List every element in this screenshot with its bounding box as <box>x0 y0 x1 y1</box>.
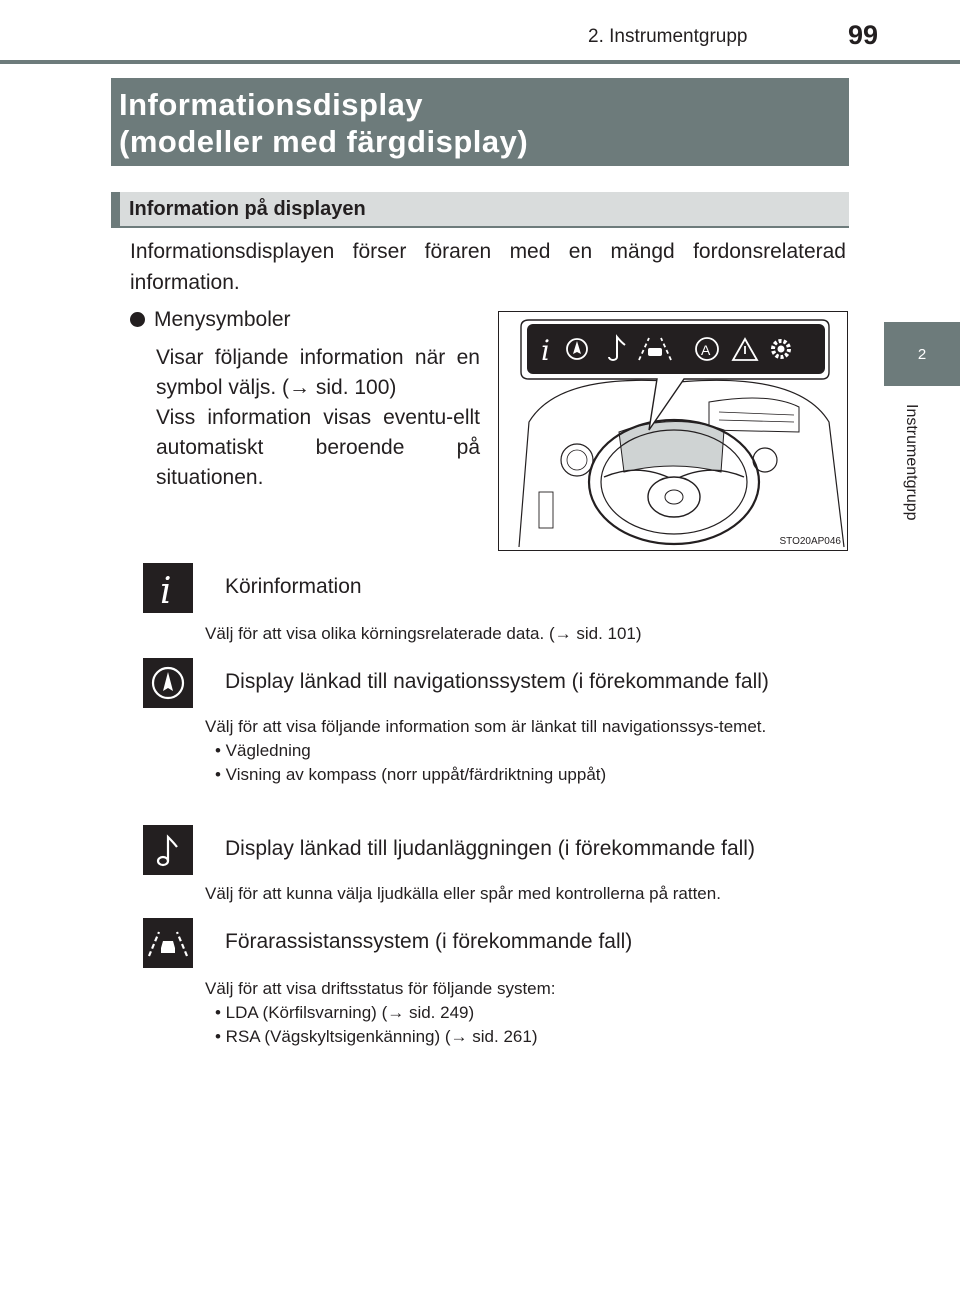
item-desc-audio: Välj för att kunna välja ljudkälla eller spår med kontrollerna på ratten. <box>205 884 721 903</box>
item-desc-driver-assist <box>205 977 845 1049</box>
section-title-line2: (modeller med färgdisplay) <box>119 124 529 159</box>
dashboard-illustration <box>498 311 848 551</box>
intro-paragraph: Informationsdisplayen förser föraren med en mängd fordonsrelaterad information. <box>130 240 846 294</box>
bullet-text-2: Viss information visas eventu-ellt automatiskt beroende på situationen. <box>156 406 480 489</box>
section-title-line1: Informationsdisplay <box>119 87 424 122</box>
list-item: • LDA (Körfilsvarning) (→ sid. 249) <box>215 1003 475 1022</box>
item-desc-driver-assist-text: Välj för att visa driftsstatus för följande system: <box>205 979 556 998</box>
driver-assist-icon <box>143 918 193 968</box>
item-title-driving-info: Körinformation <box>225 575 362 598</box>
svg-text:A: A <box>701 342 711 358</box>
header-rule <box>0 60 960 64</box>
item-title-driver-assist: Förarassistanssystem (i förekommande fall) <box>225 930 633 953</box>
bullet-label: Menysymboler <box>154 308 291 331</box>
item-title-navigation: Display länkad till navigationssystem (i förekommande fall) <box>225 670 769 693</box>
list-item: • Vägledning <box>215 741 311 760</box>
subheading-text: Information på displayen <box>129 198 366 220</box>
bullet-text-1: Visar följande information när en symbol väljs. (→ sid. 100) <box>156 346 480 399</box>
bullet-heading <box>130 308 291 332</box>
item-desc-navigation-text: Välj för att visa följande information som är länkat till navigationssys-temet. <box>205 717 767 736</box>
chapter-number: 2 <box>917 345 927 363</box>
subheading <box>111 192 849 228</box>
info-i-icon <box>143 563 193 613</box>
chapter-label: Instrumentgrupp <box>903 404 920 521</box>
item-desc-driving-info: Välj för att visa olika körningsrelaterade data. (→ sid. 101) <box>205 624 642 643</box>
section-title <box>111 78 849 166</box>
chapter-tab <box>884 322 960 386</box>
svg-text:i: i <box>541 334 550 367</box>
navigation-icon <box>143 658 193 708</box>
svg-text:i: i <box>160 571 172 612</box>
music-note-icon <box>143 825 193 875</box>
item-desc-navigation <box>205 715 845 787</box>
bullet-body <box>156 343 480 493</box>
list-item: • RSA (Vägskyltsigenkänning) (→ sid. 261) <box>215 1027 538 1046</box>
dashboard-drawing <box>499 312 848 551</box>
item-title-audio: Display länkad till ljudanläggningen (i förekommande fall) <box>225 837 755 860</box>
figure-code: STO20AP046 <box>779 536 841 547</box>
bullet-dot-icon <box>130 312 145 327</box>
running-header: 2. Instrumentgrupp <box>588 26 748 47</box>
page-number: 99 <box>848 20 879 50</box>
list-item: • Visning av kompass (norr uppåt/färdriktning uppåt) <box>215 765 607 784</box>
